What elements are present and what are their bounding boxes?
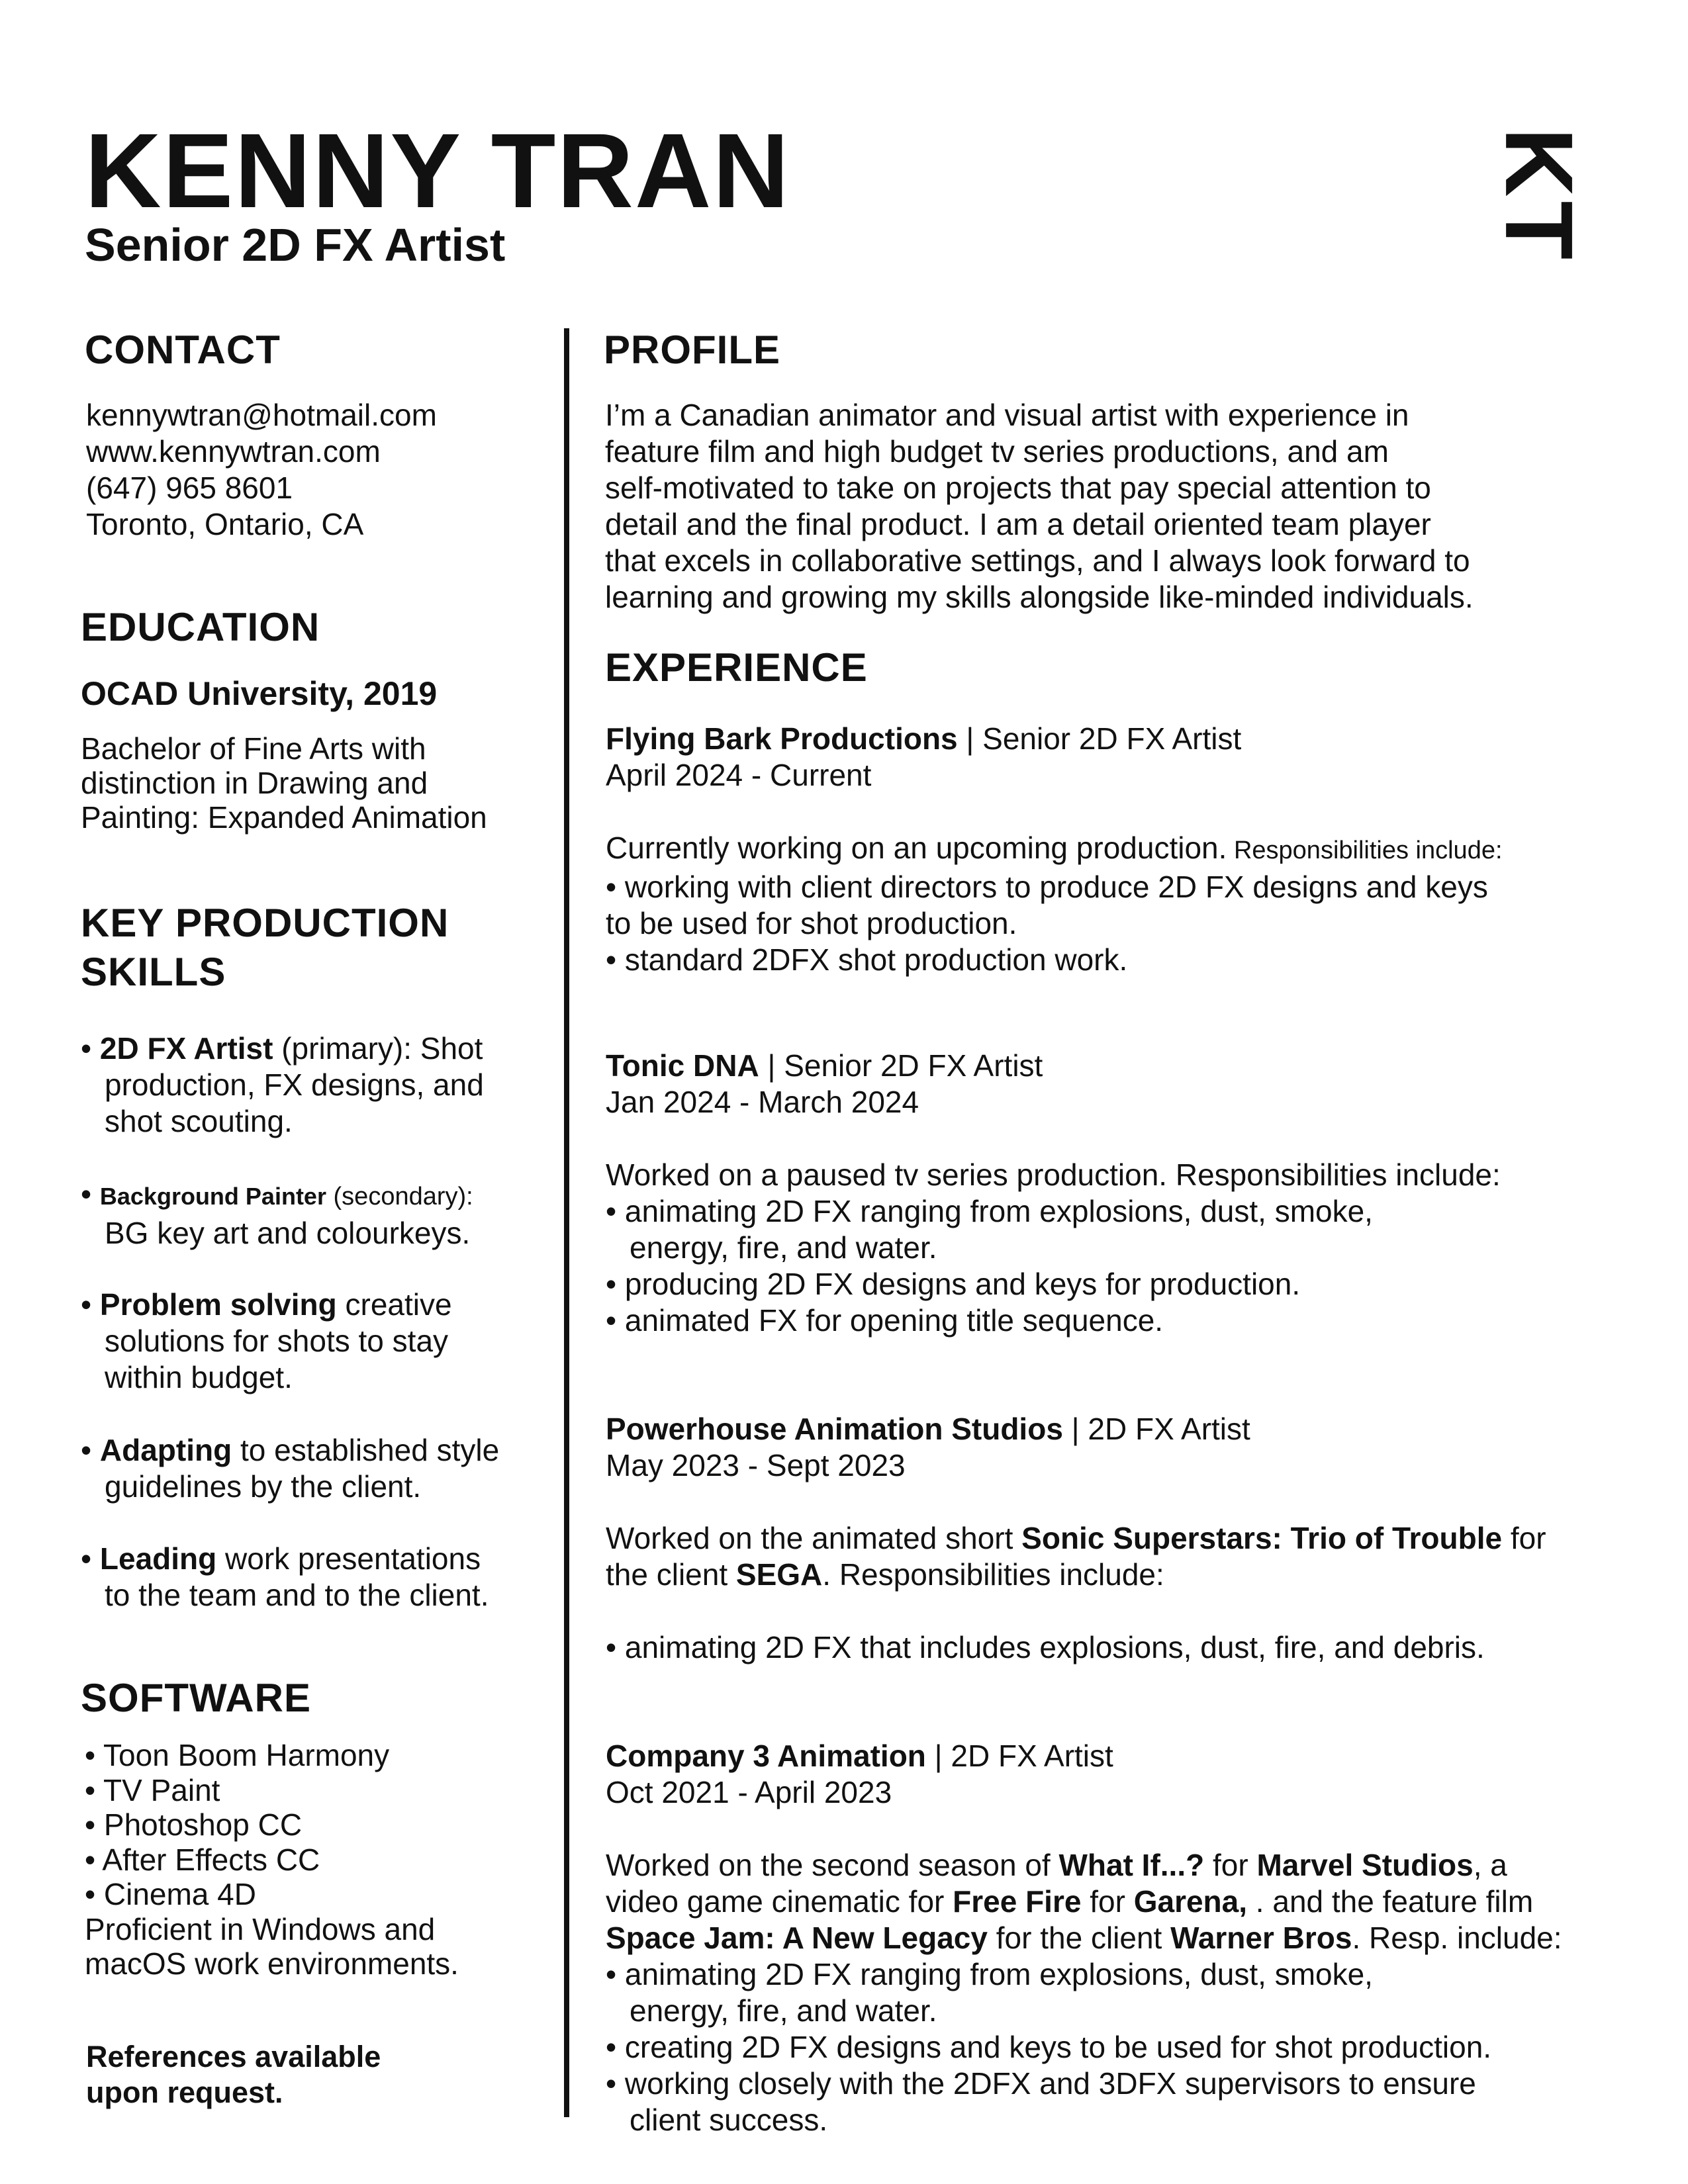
job-intro: Currently working on an upcoming production.: [606, 831, 1227, 865]
education-school: OCAD University, 2019: [81, 675, 438, 712]
job-intro: for: [1204, 1848, 1257, 1882]
project-title: Space Jam: A New Legacy: [606, 1921, 988, 1955]
job-role: | Senior 2D FX Artist: [957, 721, 1242, 756]
skill-name: Background Painter: [99, 1183, 326, 1210]
skill-item: • Leading work presentations to the team and to the client.: [81, 1541, 489, 1612]
education-heading: EDUCATION: [81, 605, 320, 649]
job-bullet: • working with client directors to produce 2D FX designs and keys: [606, 870, 1488, 904]
skill-desc: creative: [336, 1287, 452, 1322]
job-intro: . Resp. include:: [1352, 1921, 1562, 1955]
client-name: Marvel Studios: [1256, 1848, 1474, 1882]
software-item: • After Effects CC: [85, 1842, 320, 1877]
job-bullet: • producing 2D FX designs and keys for production.: [606, 1267, 1301, 1301]
experience-entry: [606, 1048, 1645, 1339]
skill-desc: (secondary):: [326, 1183, 473, 1210]
skill-desc-line: guidelines by the client.: [105, 1469, 422, 1504]
candidate-name: KENNY TRAN: [85, 111, 791, 230]
skill-desc-line: shot scouting.: [105, 1104, 293, 1138]
job-intro: Worked on the animated short: [606, 1521, 1022, 1555]
skill-desc: (primary): Shot: [273, 1031, 483, 1066]
project-title: Free Fire: [953, 1884, 1082, 1919]
skill-desc-line: within budget.: [105, 1360, 293, 1394]
job-intro: . Responsibilities include:: [822, 1557, 1164, 1592]
skill-desc: to established style: [232, 1433, 500, 1467]
job-role: | 2D FX Artist: [1062, 1412, 1250, 1446]
job-bullet: • standard 2DFX shot production work.: [606, 942, 1128, 977]
profile-paragraph: [605, 397, 1474, 615]
job-role: | 2D FX Artist: [925, 1739, 1113, 1773]
software-note-line: Proficient in Windows and: [85, 1911, 436, 1946]
contact-heading: CONTACT: [85, 328, 281, 372]
client-name: Garena,: [1133, 1884, 1248, 1919]
company-name: Flying Bark Productions: [606, 721, 958, 756]
skill-name: Leading: [99, 1541, 217, 1576]
skill-desc-line: BG key art and colourkeys.: [105, 1216, 471, 1250]
company-name: Powerhouse Animation Studios: [606, 1412, 1063, 1446]
job-bullet: • creating 2D FX designs and keys to be used for shot production.: [606, 2030, 1492, 2064]
experience-entry: [606, 1738, 1645, 2138]
company-name: Company 3 Animation: [606, 1739, 926, 1773]
job-intro: Worked on the second season of: [606, 1848, 1059, 1882]
job-bullet: energy, fire, and water.: [630, 1230, 937, 1265]
column-divider: [564, 328, 569, 2117]
job-dates: April 2024 - Current: [606, 758, 872, 792]
job-intro: Worked on a paused tv series production. Responsibilities include:: [606, 1158, 1501, 1192]
software-note-line: macOS work environments.: [85, 1946, 459, 1981]
company-name: Tonic DNA: [606, 1048, 759, 1083]
job-dates: May 2023 - Sept 2023: [606, 1448, 906, 1482]
experience-heading: EXPERIENCE: [605, 645, 868, 690]
skill-item: • Background Painter (secondary): BG key art and colourkeys.: [81, 1177, 473, 1250]
job-bullet: • animating 2D FX that includes explosions, dust, fire, and debris.: [606, 1630, 1485, 1664]
job-intro-small: Responsibilities include:: [1227, 837, 1503, 864]
skill-name: Adapting: [99, 1433, 232, 1467]
skill-item: • Problem solving creative solutions for shots to stay within budget.: [81, 1287, 452, 1394]
contact-website: www.kennywtran.com: [86, 434, 381, 469]
job-bullet: • working closely with the 2DFX and 3DFX supervisors to ensure: [606, 2066, 1476, 2101]
skills-heading: [81, 899, 449, 997]
job-bullet: • animating 2D FX ranging from explosions, dust, smoke,: [606, 1194, 1373, 1228]
references-line: References available: [86, 2040, 381, 2073]
skill-name: Problem solving: [99, 1287, 337, 1322]
job-bullet: to be used for shot production.: [606, 906, 1017, 940]
monogram-logo: [1485, 127, 1593, 263]
job-intro: for: [1081, 1884, 1134, 1919]
job-intro: for: [1502, 1521, 1546, 1555]
skills-heading-line: SKILLS: [81, 950, 226, 994]
education-degree: [81, 731, 487, 835]
job-bullet: • animating 2D FX ranging from explosions, dust, smoke,: [606, 1957, 1373, 1991]
software-item: • Photoshop CC: [85, 1807, 303, 1842]
client-name: SEGA: [735, 1557, 823, 1592]
degree-line: Painting: Expanded Animation: [81, 800, 487, 835]
skill-item: • 2D FX Artist (primary): Shot production, FX designs, and shot scouting.: [81, 1031, 484, 1138]
skill-desc-line: to the team and to the client.: [105, 1578, 489, 1612]
skill-name: 2D FX Artist: [99, 1031, 273, 1066]
degree-line: distinction in Drawing and: [81, 766, 428, 800]
software-item: • Cinema 4D: [85, 1877, 256, 1911]
contact-location: Toronto, Ontario, CA: [86, 507, 364, 541]
contact-email: kennywtran@hotmail.com: [86, 398, 437, 432]
job-intro: the client: [606, 1557, 736, 1592]
job-intro: , a: [1473, 1848, 1507, 1882]
skill-item: • Adapting to established style guidelines by the client.: [81, 1433, 500, 1504]
software-item: • Toon Boom Harmony: [85, 1738, 390, 1772]
software-list: [85, 1738, 459, 1981]
profile-line: learning and growing my skills alongside like-minded individuals.: [605, 580, 1474, 614]
job-dates: Oct 2021 - April 2023: [606, 1775, 892, 1809]
experience-entry: [606, 721, 1645, 978]
references-line: upon request.: [86, 2075, 283, 2109]
skill-desc-line: solutions for shots to stay: [105, 1324, 449, 1358]
job-intro: . and the feature film: [1247, 1884, 1534, 1919]
job-bullet: energy, fire, and water.: [630, 1993, 937, 2028]
candidate-title: Senior 2D FX Artist: [85, 219, 506, 271]
job-bullet: • animated FX for opening title sequence.: [606, 1303, 1164, 1338]
profile-line: I’m a Canadian animator and visual artist with experience in: [605, 398, 1409, 432]
project-title: Sonic Superstars: Trio of Trouble: [1021, 1521, 1503, 1555]
profile-line: self-motivated to take on projects that pay special attention to: [605, 471, 1431, 505]
profile-heading: PROFILE: [604, 328, 781, 372]
contact-block: [86, 397, 437, 543]
project-title: What If...?: [1058, 1848, 1205, 1882]
profile-line: detail and the final product. I am a detail oriented team player: [605, 507, 1431, 541]
software-item: • TV Paint: [85, 1772, 220, 1807]
profile-line: that excels in collaborative settings, and I always look forward to: [605, 543, 1470, 578]
skill-desc: work presentations: [216, 1541, 481, 1576]
client-name: Warner Bros: [1170, 1921, 1352, 1955]
software-heading: SOFTWARE: [81, 1676, 311, 1720]
contact-phone: (647) 965 8601: [86, 471, 293, 505]
job-dates: Jan 2024 - March 2024: [606, 1085, 919, 1119]
job-intro: for the client: [987, 1921, 1171, 1955]
monogram-text: KT: [1485, 127, 1593, 263]
experience-entry: [606, 1411, 1645, 1666]
job-role: | Senior 2D FX Artist: [759, 1048, 1043, 1083]
job-intro: video game cinematic for: [606, 1884, 953, 1919]
job-bullet: client success.: [630, 2103, 828, 2137]
references-note: [86, 2039, 381, 2111]
skill-desc-line: production, FX designs, and: [105, 1068, 484, 1102]
degree-line: Bachelor of Fine Arts with: [81, 731, 426, 766]
skills-heading-line: KEY PRODUCTION: [81, 901, 449, 945]
profile-line: feature film and high budget tv series productions, and am: [605, 434, 1389, 469]
